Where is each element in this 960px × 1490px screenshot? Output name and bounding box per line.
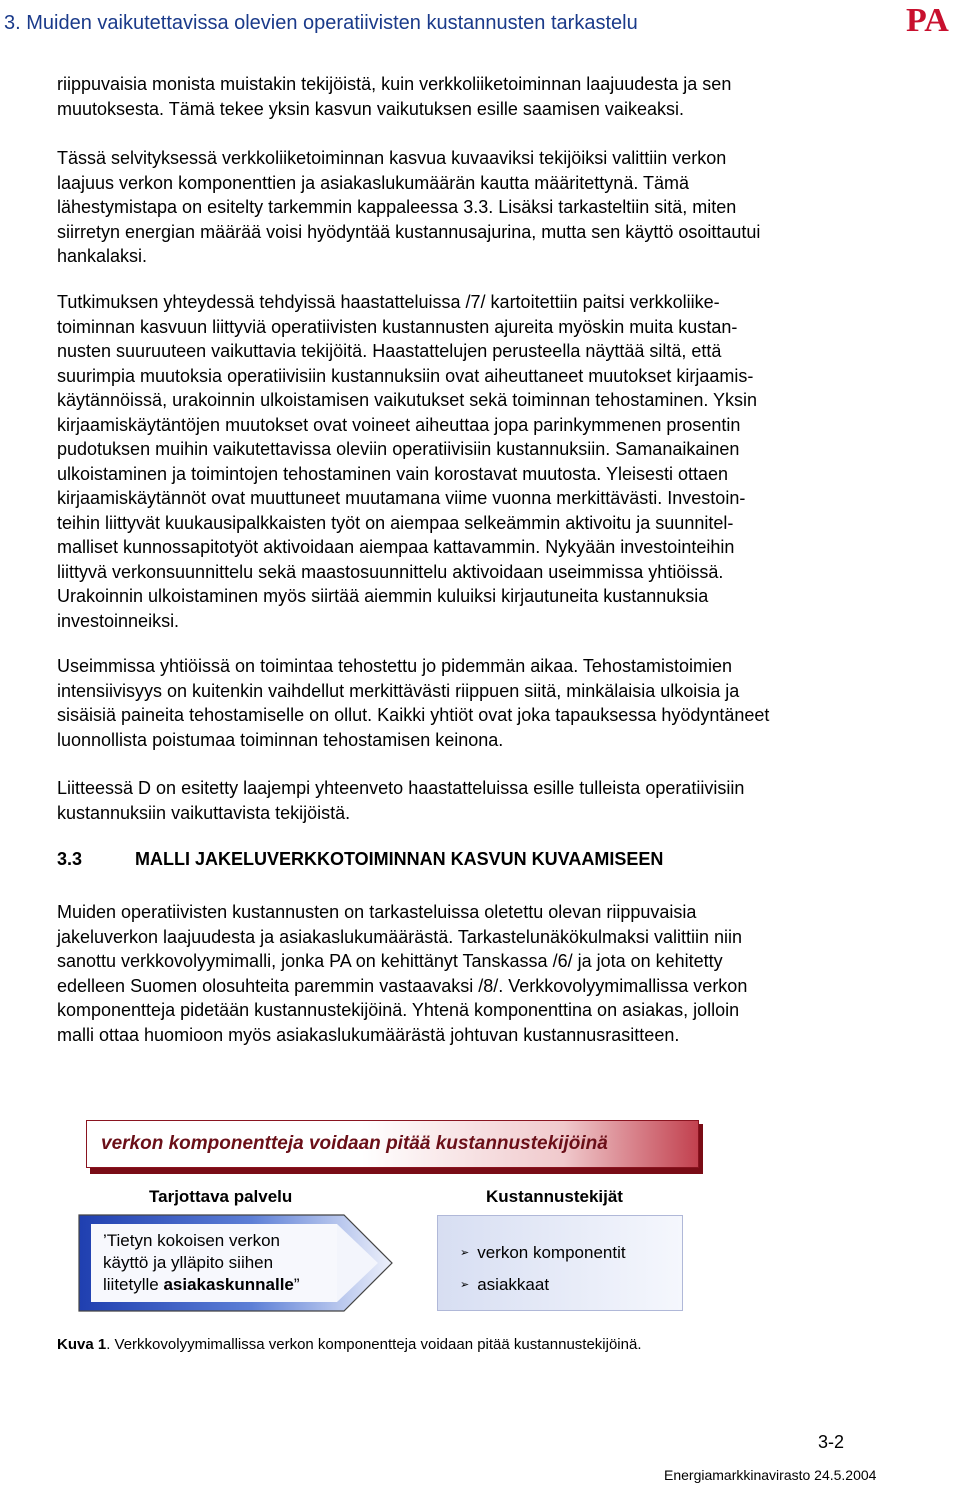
text-line: lähestymistapa on esitelty tarkemmin kappaleessa 3.3. Lisäksi tarkasteltiin sitä, miten <box>57 197 737 217</box>
header-title: 3. Muiden vaikutettavissa olevien operatiivisten kustannusten tarkastelu <box>4 12 638 34</box>
text-line: Tutkimuksen yhteydessä tehdyissä haastatteluissa /7/ kartoitettiin paitsi verkkoliike- <box>57 292 720 312</box>
text-fragment: ” <box>293 1275 300 1294</box>
text-line: malliset kunnossapitotyöt aktivoidaan aiempaa kattavammin. Nykyään investointeihin <box>57 537 735 557</box>
text-line: käyttö ja ylläpito siihen <box>103 1253 274 1272</box>
text-line: malli ottaa huomioon myös asiakaslukumäärästä johtuvan kustannusrasitteen. <box>57 1024 680 1045</box>
text-line: Tässä selvityksessä verkkoliiketoiminnan kasvua kuvaaviksi tekijöiksi valittiin verkon <box>57 148 727 168</box>
text-line: intensiivisyys on kuitenkin vaihdellut merkittävästi riippuen siitä, minkälaisia ulkoisia ja <box>57 680 740 701</box>
text-line: pudotuksen muihin vaikutettavissa oleviin operatiivisiin kustannuksiin. Samanaikainen <box>57 439 740 459</box>
text-line: Urakoinnin ulkoistaminen myös siirtää aiemmin kuluiksi kirjautuneita kustannuksia <box>57 586 709 606</box>
footer-text: Energiamarkkinavirasto 24.5.2004 <box>664 1467 877 1483</box>
paragraph-2 <box>57 146 907 269</box>
text-line: jakeluverkon laajuudesta ja asiakaslukumäärästä. Tarkastelunäkökulmaksi valittiin niin <box>57 926 743 947</box>
text-line: suurimpia muutoksia operatiivisiin kustannuksiin ovat aiheuttaneet muutokset kirjaamis- <box>57 365 754 386</box>
text-line: kirjaamiskäytännöt ovat muuttuneet muutamana viime vuonna merkittävästi. Investoin- <box>57 488 746 508</box>
text-line: edelleen Suomen olosuhteita paremmin vastaavaksi /8/. Verkkovolyymimallissa verkon <box>57 975 748 996</box>
paragraph-3 <box>57 290 907 633</box>
text-line: luonnollista poistumaa toiminnan tehostamisen keinona. <box>57 729 504 750</box>
paragraph-6 <box>57 900 907 1047</box>
text-line: laajuus verkon komponenttien ja asiakaslukumäärän kautta määritettynä. Tämä <box>57 172 690 193</box>
text-line: sisäisiä paineita tehostamiselle on ollut. Kaikki yhtiöt ovat joka tapauksessa hyödyntäneet <box>57 705 770 725</box>
arrow-bullet-icon: ➢ <box>460 1279 470 1291</box>
customer-base-label: asiakaskunnalle <box>163 1275 294 1294</box>
text-line: liittyvä verkonsuunnittelu sekä maastosuunnittelu aktivoidaan useimmissa yhtiöissä. <box>57 561 724 582</box>
text-line <box>103 1274 363 1296</box>
logo-text: PA <box>906 2 949 36</box>
text-line: sanottu verkkovolyymimalli, jonka PA on kehittänyt Tanskassa /6/ ja jota on kehitetty <box>57 951 723 971</box>
paragraph-5 <box>57 776 907 825</box>
text-line: siirretyn energian määrää voisi hyödyntää kustannusajurina, mutta sen käyttö osoittautui <box>57 221 761 242</box>
text-fragment: liitetylle <box>103 1275 164 1294</box>
text-line: investoinneiksi. <box>57 610 180 631</box>
offered-service-heading: Tarjottava palvelu <box>149 1187 293 1206</box>
figure-banner <box>86 1120 703 1174</box>
text-line: Liitteessä D on esitetty laajempi yhteenveto haastatteluissa esille tulleista operatiivisiin <box>57 778 745 798</box>
banner-text: verkon komponentteja voidaan pitää kustannustekijöinä <box>101 1133 608 1154</box>
cost-factors-list <box>460 1238 626 1302</box>
caption-dot: . <box>106 1336 111 1353</box>
text-line: riippuvaisia monista muistakin tekijöistä, kuin verkkoliiketoiminnan laajuudesta ja sen <box>57 74 732 94</box>
caption-text: Verkkovolyymimallissa verkon komponentteja voidaan pitää kustannustekijöinä. <box>110 1336 642 1353</box>
text-line: toiminnan kasvuun liittyviä operatiivisten kustannusten ajureita myöskin muita kustan- <box>57 316 738 337</box>
cost-factors-heading: Kustannustekijät <box>486 1187 623 1206</box>
text-line: teihin liittyvät kuukausipalkkaisten työt on aiempaa selkeämmin aktivoitu ja suunnitel- <box>57 512 734 533</box>
list-item-label: asiakkaat <box>477 1275 550 1294</box>
page-number: 3-2 <box>818 1432 845 1452</box>
service-description <box>103 1230 363 1296</box>
arrow-bullet-icon: ➢ <box>460 1247 470 1259</box>
text-line: Muiden operatiivisten kustannusten on tarkasteluissa oletettu olevan riippuvaisia <box>57 902 697 922</box>
figure-caption <box>57 1336 642 1353</box>
text-line: kustannuksiin vaikuttavista tekijöistä. <box>57 802 351 823</box>
pa-logo <box>904 2 960 36</box>
text-line: ’Tietyn kokoisen verkon <box>103 1231 281 1250</box>
section-heading <box>57 849 663 870</box>
text-line: kirjaamiskäytäntöjen muutokset ovat voineet aiheuttaa jopa parinkymmenen prosentin <box>57 414 741 435</box>
text-line: muutoksesta. Tämä tekee yksin kasvun vaikutuksen esille saamisen vaikeaksi. <box>57 98 684 119</box>
text-line: komponentteja pidetään kustannustekijöinä. Yhtenä komponenttina on asiakas, jolloin <box>57 1000 740 1020</box>
text-line: ulkoistaminen ja toimintojen tehostaminen vain korostavat muutosta. Yleisesti ottaen <box>57 463 729 484</box>
text-line: Useimmissa yhtiöissä on toimintaa tehostettu jo pidemmän aikaa. Tehostamistoimien <box>57 656 732 676</box>
page-header <box>0 0 960 44</box>
section-title: MALLI JAKELUVERKKOTOIMINNAN KASVUN KUVAAMISEEN <box>135 849 664 869</box>
text-line: käytännöissä, urakoinnin ulkoistamisen vaikutukset sekä toiminnan tehostaminen. Yksin <box>57 390 758 410</box>
paragraph-1 <box>57 72 907 121</box>
paragraph-4 <box>57 654 907 752</box>
banner-box <box>86 1120 699 1168</box>
list-item-label: verkon komponentit <box>477 1243 626 1262</box>
text-line: nusten suuruuteen vaikuttavia tekijöitä. Haastattelujen perusteella näyttää siltä, että <box>57 341 722 361</box>
section-number: 3.3 <box>57 849 83 869</box>
text-line: hankalaksi. <box>57 246 148 266</box>
caption-label: Kuva 1 <box>57 1336 107 1353</box>
list-item <box>460 1238 626 1270</box>
list-item <box>460 1270 626 1302</box>
